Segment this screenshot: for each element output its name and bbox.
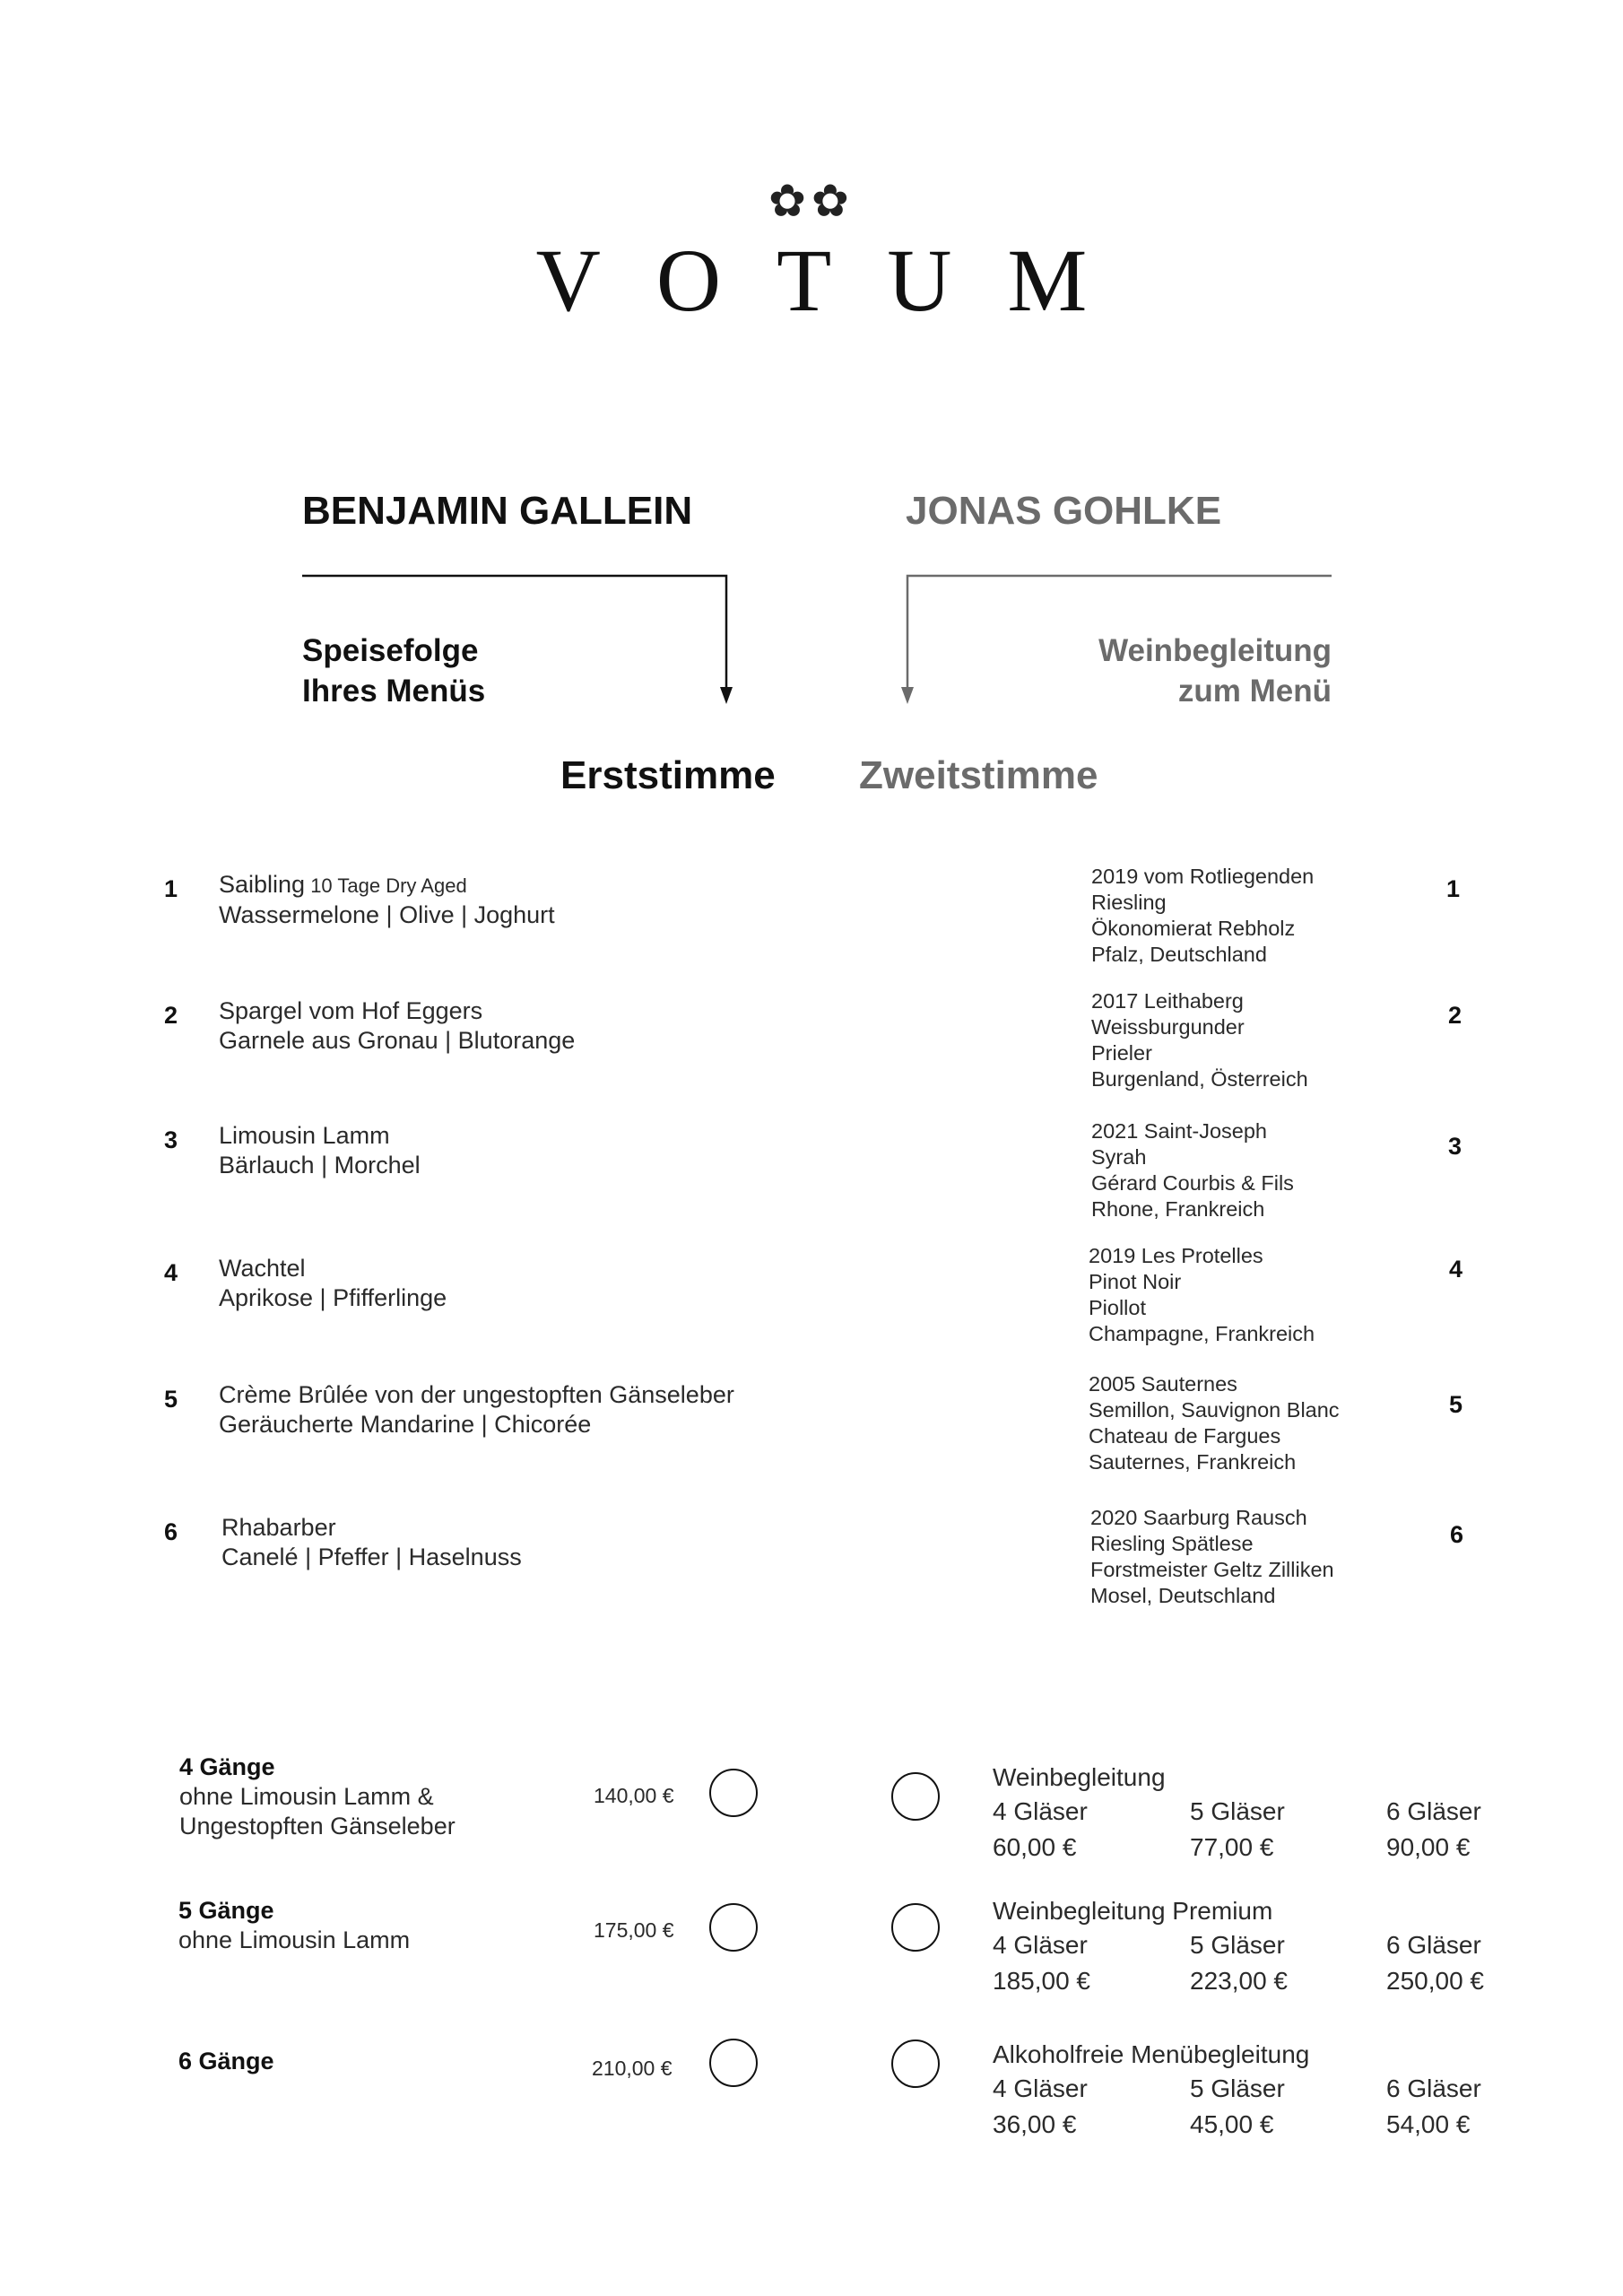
menu-option-6-courses: 6 Gänge — [178, 2048, 274, 2074]
pairing-option: 6 Gläser 90,00 € — [1386, 1797, 1481, 1861]
pairing-option: 4 Gläser 185,00 € — [993, 1931, 1090, 1995]
pairing-option: 4 Gläser 60,00 € — [993, 1797, 1088, 1861]
menu-option-5-courses: 5 Gänge ohne Limousin Lamm — [178, 1897, 411, 1953]
pairing-option: 4 Gläser 36,00 € — [993, 2074, 1088, 2138]
course-item: Spargel vom Hof Eggers Garnele aus Gronau | Blutorange — [219, 997, 576, 1054]
wine-item: 2019 vom Rotliegenden Riesling Ökonomierat Rebholz Pfalz, Deutschland — [1091, 865, 1315, 966]
course-number: 5 — [164, 1386, 178, 1413]
wine-number: 3 — [1448, 1133, 1462, 1160]
course-item: Crème Brûlée von der ungestopften Gänseleber Geräucherte Mandarine | Chicorée — [219, 1381, 734, 1438]
chef-name-right: JONAS GOHLKE — [906, 489, 1222, 533]
course-item: Limousin Lamm Bärlauch | Morchel — [219, 1122, 421, 1178]
wine-pairing-heading: Weinbegleitung zum Menü — [1098, 633, 1332, 709]
wine-number: 2 — [1448, 1002, 1462, 1029]
wine-number: 6 — [1450, 1521, 1464, 1548]
restaurant-logo: VOTUM — [535, 230, 1143, 330]
course-number: 3 — [164, 1126, 178, 1153]
course-number: 1 — [164, 875, 178, 902]
course-number: 2 — [164, 1002, 178, 1029]
menu-option-price: 210,00 € — [592, 2057, 673, 2080]
wine-item: 2019 Les Protelles Pinot Noir Piollot Champagne, Frankreich — [1089, 1244, 1315, 1345]
menu-option-4-checkbox[interactable] — [709, 1769, 758, 1817]
pairing-option: 6 Gläser 250,00 € — [1386, 1931, 1484, 1995]
pairing-option: 5 Gläser 77,00 € — [1190, 1797, 1285, 1861]
michelin-stars-icon: ✿✿ — [768, 176, 855, 226]
menu-option-6-checkbox[interactable] — [709, 2039, 758, 2087]
premium-pairing-checkbox[interactable] — [891, 1903, 940, 1952]
wine-number: 1 — [1446, 875, 1461, 902]
bracket-arrows — [0, 0, 1623, 807]
course-number: 6 — [164, 1518, 178, 1545]
course-number: 4 — [164, 1259, 178, 1286]
wine-item: 2017 Leithaberg Weissburgunder Prieler Burgenland, Österreich — [1091, 989, 1308, 1091]
menu-option-5-checkbox[interactable] — [709, 1903, 758, 1952]
menu-option-4-courses: 4 Gänge ohne Limousin Lamm & Ungestopften Gänseleber — [179, 1753, 456, 1839]
course-item: Rhabarber Canelé | Pfeffer | Haselnuss — [221, 1514, 522, 1570]
wine-item: 2021 Saint-Joseph Syrah Gérard Courbis & Fils Rhone, Frankreich — [1091, 1119, 1294, 1221]
wine-number: 4 — [1449, 1256, 1463, 1283]
wine-number: 5 — [1449, 1391, 1463, 1418]
chef-name-left: BENJAMIN GALLEIN — [302, 489, 693, 533]
pairing-title: Alkoholfreie Menübegleitung — [993, 2040, 1310, 2068]
pairing-option: 6 Gläser 54,00 € — [1386, 2074, 1481, 2138]
pairing-title: Weinbegleitung — [993, 1763, 1166, 1791]
wine-item: 2005 Sauternes Semillon, Sauvignon Blanc Chateau de Fargues Sauternes, Frankreich — [1089, 1372, 1340, 1474]
course-item: Saibling 10 Tage Dry Aged Wassermelone | Olive | Joghurt — [219, 871, 555, 928]
wine-pairing-checkbox[interactable] — [891, 1772, 940, 1821]
pairing-option: 5 Gläser 223,00 € — [1190, 1931, 1288, 1995]
menu-option-price: 140,00 € — [594, 1784, 674, 1807]
first-vote-label: Erststimme — [560, 753, 776, 797]
pairing-title: Weinbegleitung Premium — [993, 1897, 1273, 1925]
wine-item: 2020 Saarburg Rausch Riesling Spätlese Forstmeister Geltz Zilliken Mosel, Deutschland — [1090, 1506, 1334, 1607]
non-alcoholic-pairing-checkbox[interactable] — [891, 2039, 940, 2088]
menu-option-price: 175,00 € — [594, 1918, 674, 1942]
course-item: Wachtel Aprikose | Pfifferlinge — [219, 1255, 447, 1311]
second-vote-label: Zweitstimme — [859, 753, 1098, 797]
pairing-option: 5 Gläser 45,00 € — [1190, 2074, 1285, 2138]
menu-sequence-heading: Speisefolge Ihres Menüs — [302, 633, 486, 709]
